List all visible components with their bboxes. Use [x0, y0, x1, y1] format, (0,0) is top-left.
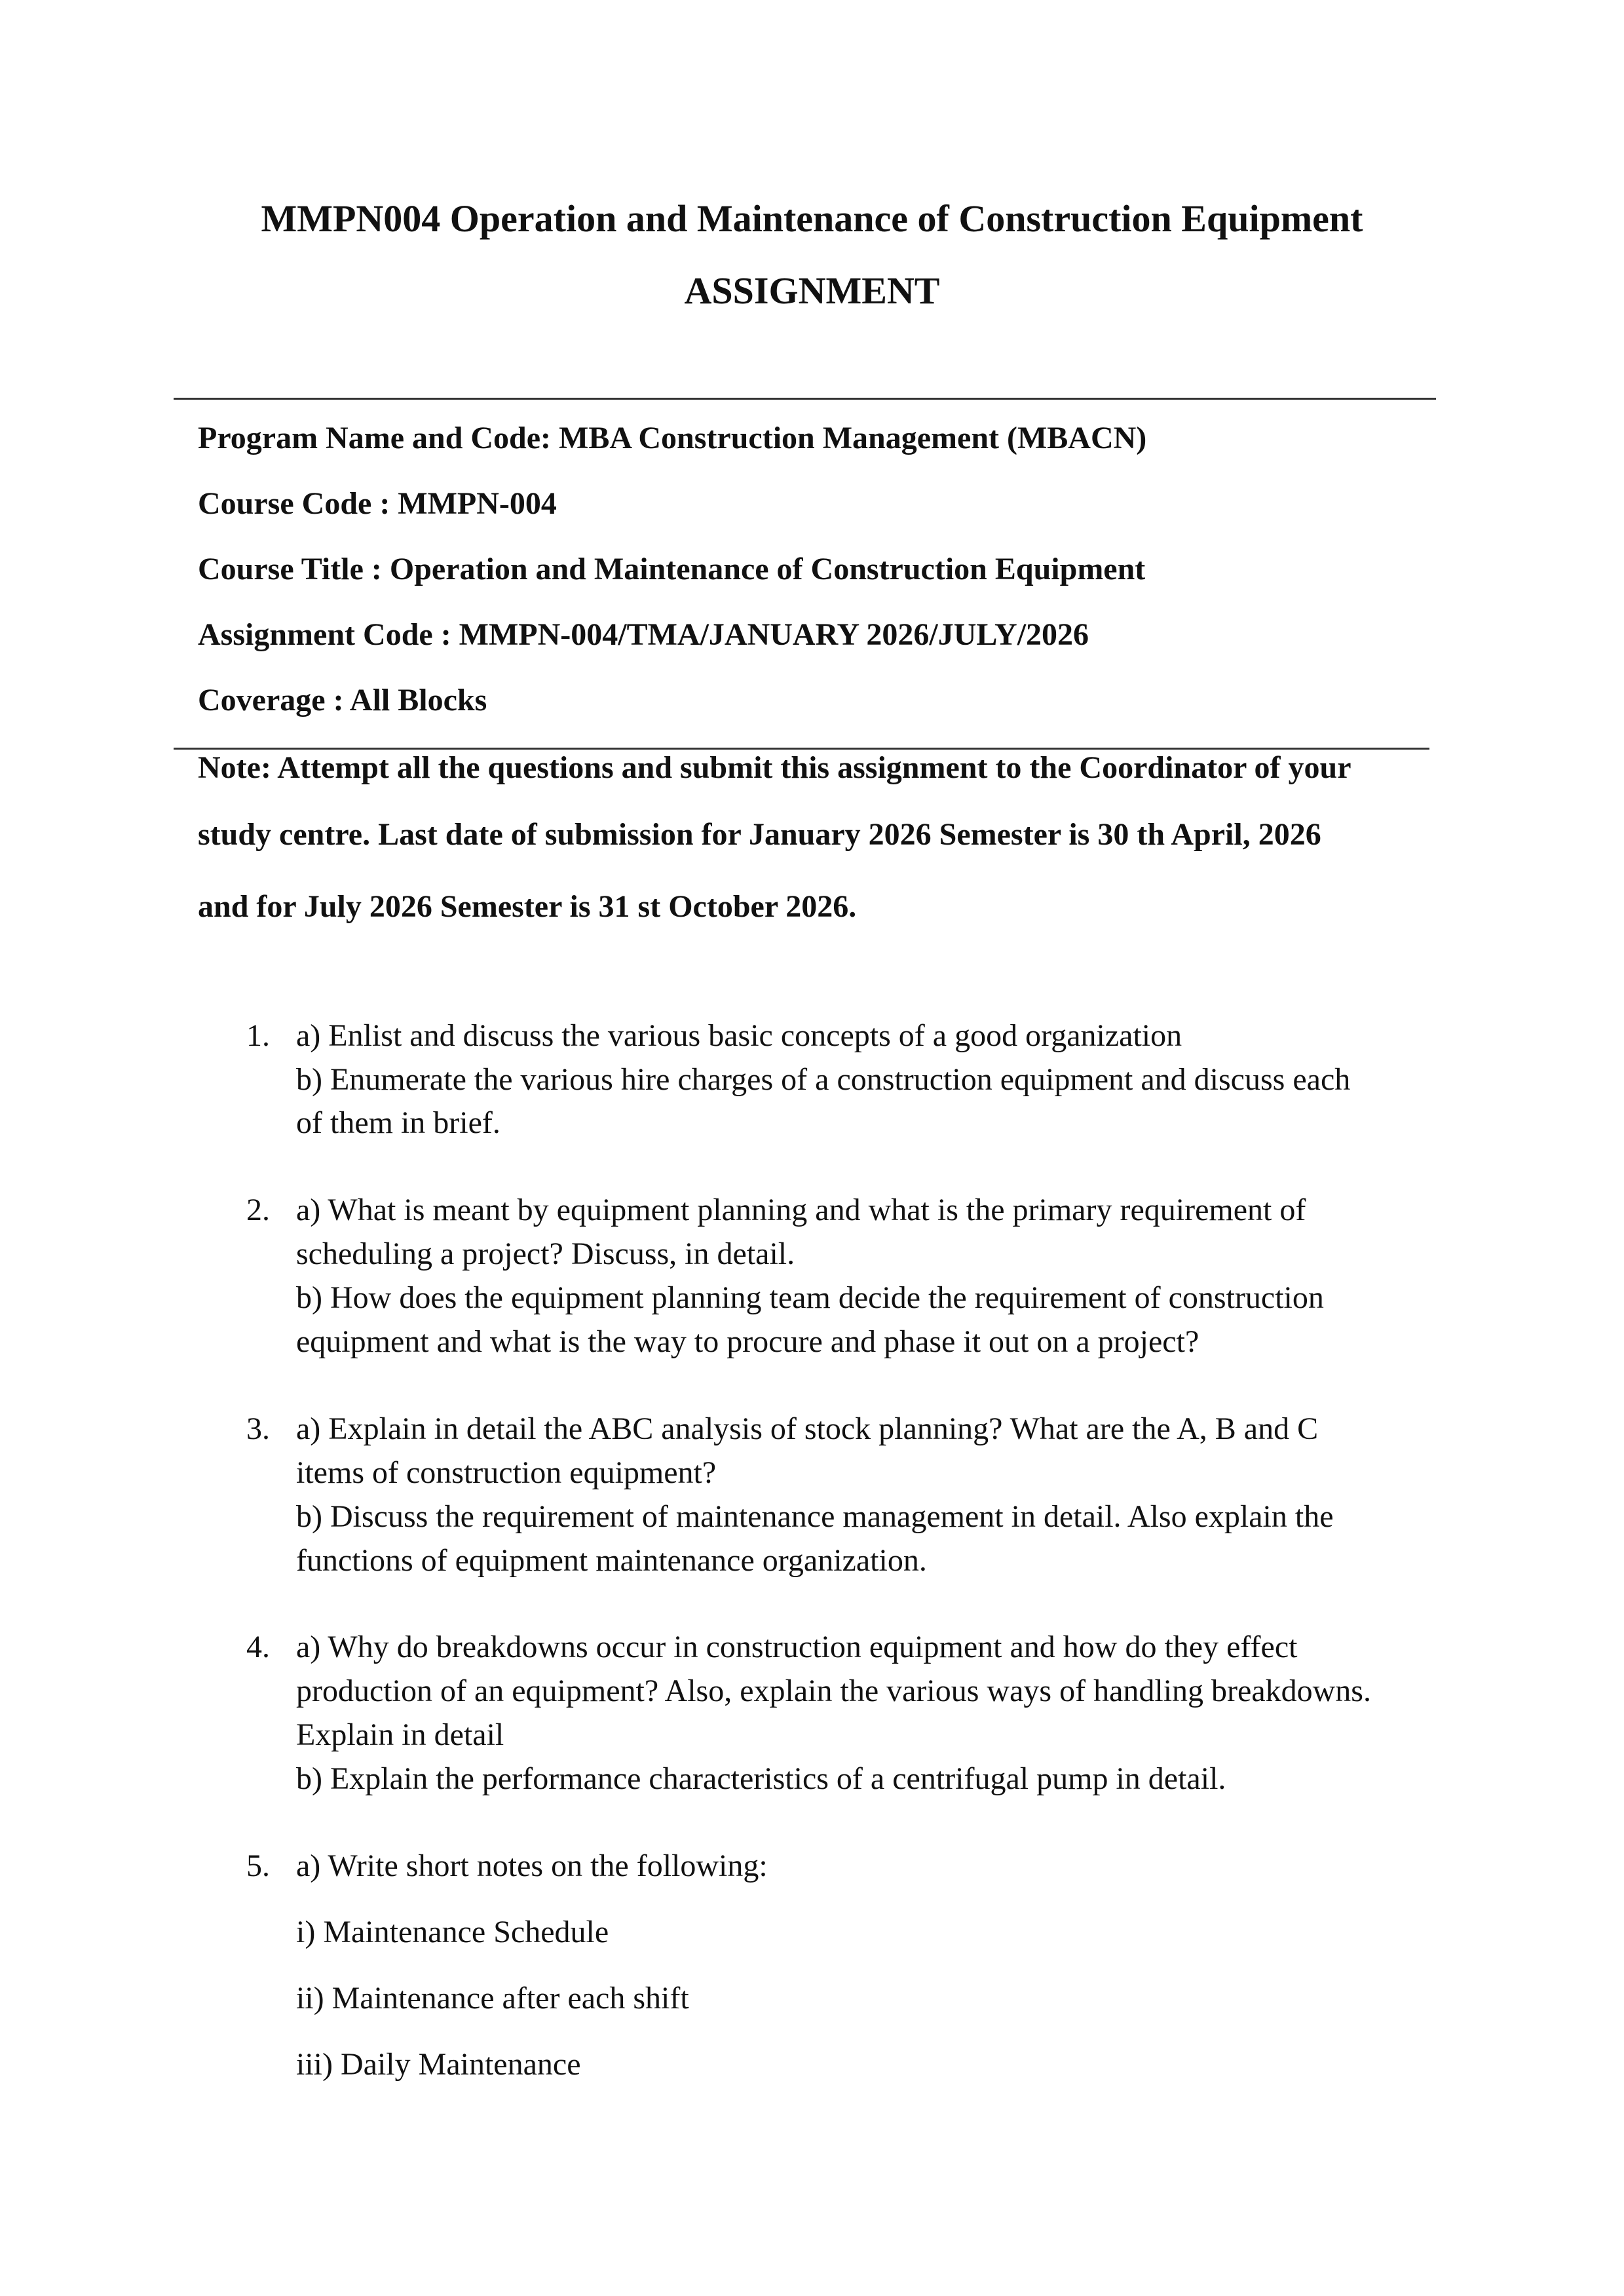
coverage: Coverage : All Blocks [198, 683, 487, 718]
note-line-1: Note: Attempt all the questions and submit this assignment to the Coordinator of your [198, 750, 1351, 785]
question-line: functions of equipment maintenance organization. [296, 1543, 927, 1578]
question-line: Explain in detail [296, 1717, 504, 1752]
question-line: scheduling a project? Discuss, in detail. [296, 1236, 795, 1271]
question-number: 4. [246, 1630, 270, 1664]
program-name: Program Name and Code: MBA Construction Management (MBACN) [198, 421, 1147, 455]
course-title: Course Title : Operation and Maintenance of Construction Equipment [198, 552, 1146, 586]
question-line: iii) Daily Maintenance [296, 2047, 581, 2082]
question-line: b) Explain the performance characteristics of a centrifugal pump in detail. [296, 1761, 1226, 1796]
question-number: 1. [246, 1018, 270, 1053]
course-code: Course Code : MMPN-004 [198, 486, 557, 521]
document-title: MMPN004 Operation and Maintenance of Construction Equipment [261, 197, 1363, 240]
question-number: 2. [246, 1193, 270, 1227]
question-line: b) Enumerate the various hire charges of a construction equipment and discuss each [296, 1062, 1351, 1097]
question-line: a) Explain in detail the ABC analysis of stock planning? What are the A, B and C [296, 1411, 1319, 1446]
note-line-2: study centre. Last date of submission for January 2026 Semester is 30 th April, 2026 [198, 817, 1321, 852]
note-line-3: and for July 2026 Semester is 31 st October 2026. [198, 889, 857, 924]
question-line: b) Discuss the requirement of maintenance management in detail. Also explain the [296, 1499, 1334, 1534]
question-line: b) How does the equipment planning team decide the requirement of construction [296, 1280, 1324, 1315]
question-line: equipment and what is the way to procure and phase it out on a project? [296, 1324, 1199, 1359]
question-number: 3. [246, 1411, 270, 1446]
question-line: a) What is meant by equipment planning and what is the primary requirement of [296, 1193, 1306, 1227]
question-line: a) Enlist and discuss the various basic concepts of a good organization [296, 1018, 1182, 1053]
question-line: items of construction equipment? [296, 1455, 717, 1490]
question-number: 5. [246, 1848, 270, 1883]
question-line: a) Write short notes on the following: [296, 1848, 768, 1883]
question-line: production of an equipment? Also, explain the various ways of handling breakdowns. [296, 1674, 1371, 1708]
question-line: a) Why do breakdowns occur in construction equipment and how do they effect [296, 1630, 1298, 1664]
top-divider [174, 398, 1436, 400]
question-line: i) Maintenance Schedule [296, 1915, 609, 1949]
bottom-divider [174, 748, 1429, 750]
question-line: of them in brief. [296, 1105, 500, 1140]
question-line: ii) Maintenance after each shift [296, 1981, 689, 2016]
assignment-code: Assignment Code : MMPN-004/TMA/JANUARY 2026/JULY/2026 [198, 617, 1089, 652]
document-subtitle: ASSIGNMENT [684, 269, 940, 312]
